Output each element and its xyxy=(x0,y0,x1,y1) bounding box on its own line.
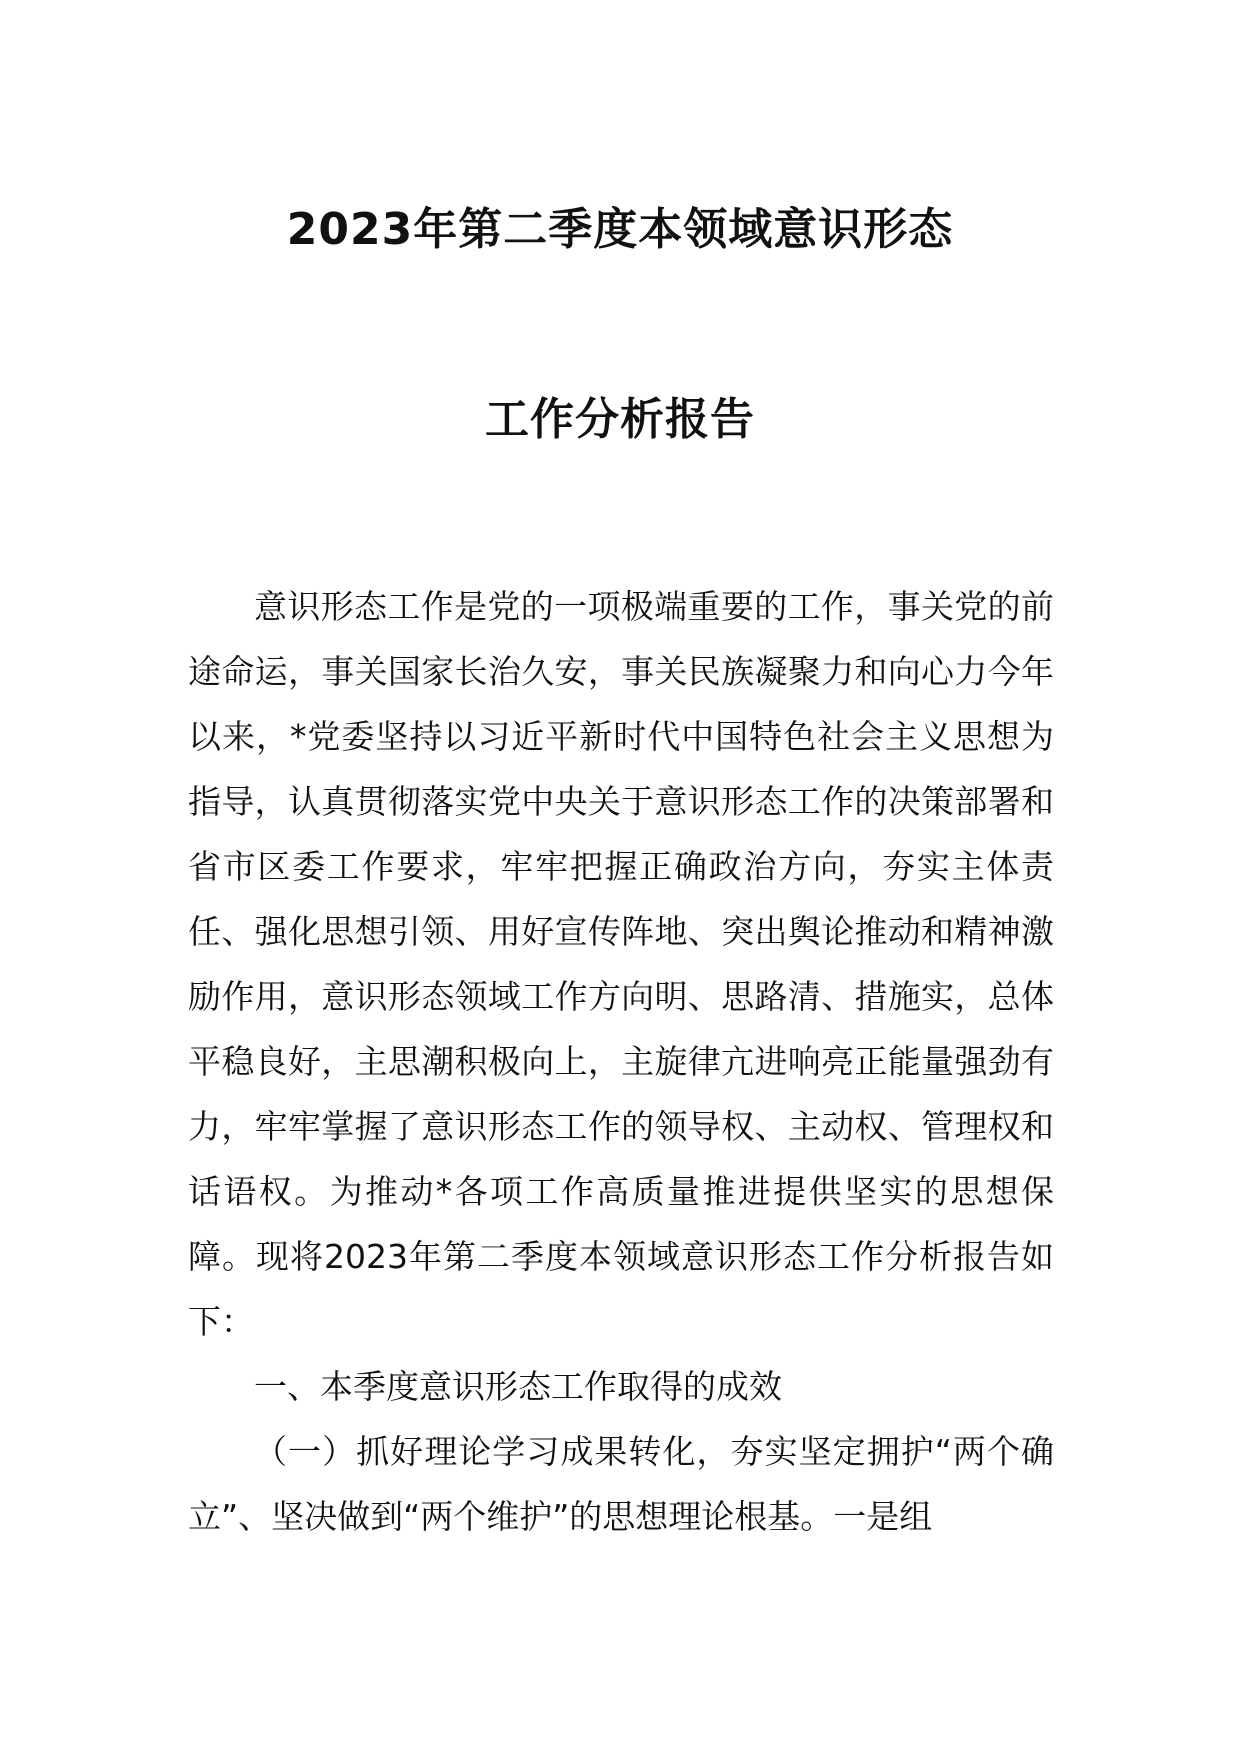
document-title-line-2: 工作分析报告 xyxy=(485,394,755,445)
section-heading-1: 一、本季度意识形态工作取得的成效 xyxy=(254,1367,782,1406)
document-title-line-1: 2023年第二季度本领域意识形态 xyxy=(286,204,954,255)
intro-paragraph: 意识形态工作是党的一项极端重要的工作，事关党的前途命运，事关国家长治久安，事关民族凝聚力和向心力今年以来，*党委坚持以习近平新时代中国特色社会主义思想为指导，认真贯彻落实党中央关于意识形态工作的决策部署和省市区委工作要求，牢牢把握正确政治方向，夯实主体责任、强化思想引领、用好宣传阵地、突出舆论推动和精神激励作用，意识形态领域工作方向明、思路清、措施实，总体平稳良好，主思潮积极向上，主旋律亢进响亮正能量强劲有力，牢牢掌握了意识形态工作的领导权、主动权、管理权和话语权。为推动*各项工作高质量推进提供坚实的思想保障。现将2023年第二季度本领域意识形态工作分析报告如下： xyxy=(188,587,1054,1341)
subsection-paragraph-1: （一）抓好理论学习成果转化，夯实坚定拥护“两个确立”、坚决做到“两个维护”的思想理论根基。一是组 xyxy=(188,1432,1054,1536)
document-body xyxy=(188,574,1054,1549)
